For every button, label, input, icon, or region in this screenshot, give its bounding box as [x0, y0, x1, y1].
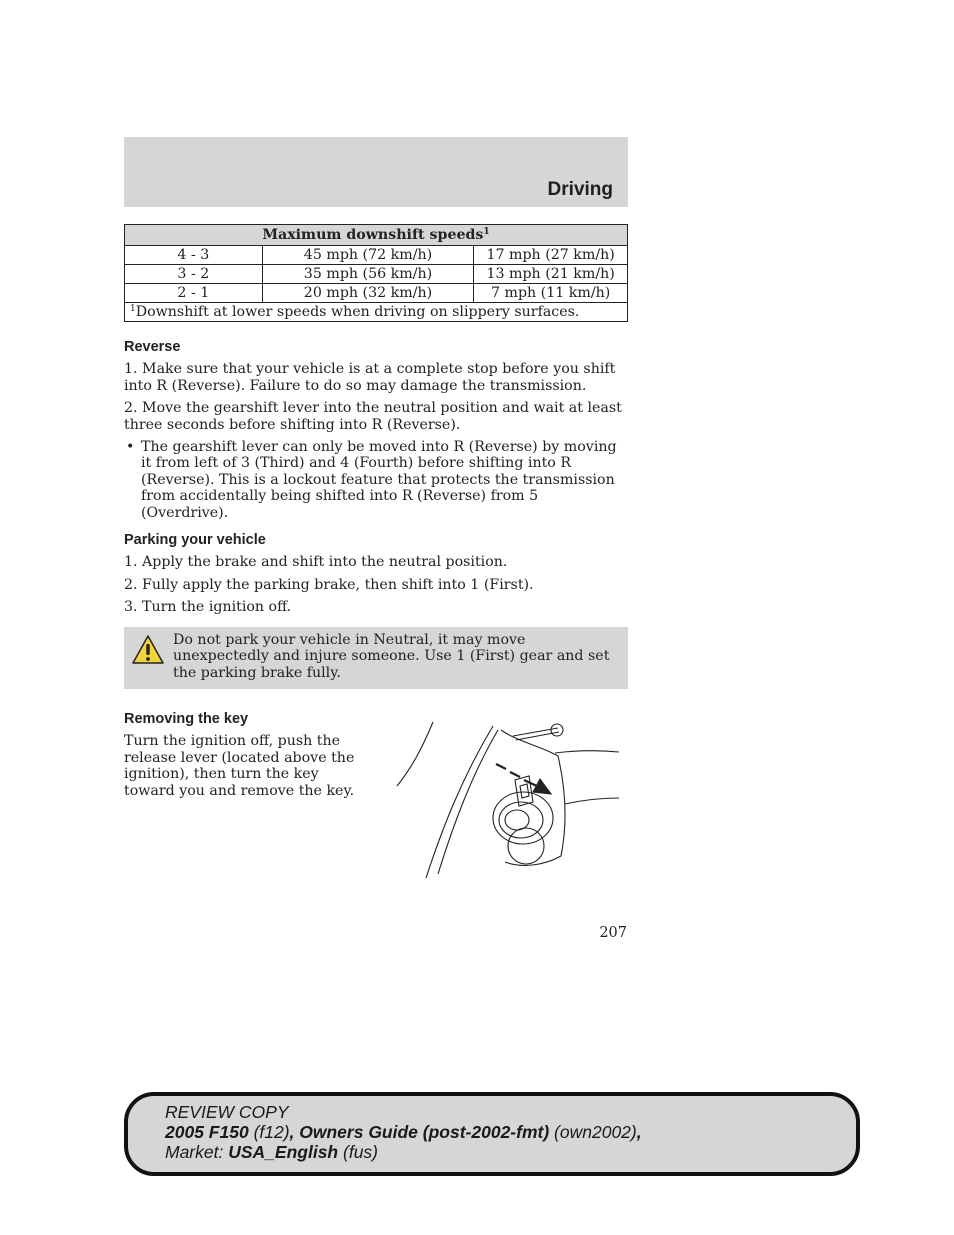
- downshift-speeds-table: [124, 224, 628, 322]
- gear-cell: 2 - 1: [125, 284, 263, 303]
- parking-step-1: 1. Apply the brake and shift into the neutral position.: [124, 554, 508, 571]
- review-copy-footer: [124, 1092, 860, 1176]
- table-header-row: [125, 225, 628, 246]
- parking-step-2: 2. Fully apply the parking brake, then shift into 1 (First).: [124, 576, 534, 593]
- warning-text: Do not park your vehicle in Neutral, it may move unexpectedly and injure someone. Use 1 (First) gear and set the parking brake fully.: [173, 631, 610, 681]
- gear-cell: 4 - 3: [125, 246, 263, 265]
- table-row: [125, 284, 628, 303]
- footer-text: [165, 1102, 642, 1162]
- footnote-marker: 1: [483, 227, 490, 237]
- table-footnote-row: [125, 303, 628, 322]
- removing-key-heading: Removing the key: [124, 710, 249, 727]
- section-title: Driving: [547, 179, 613, 200]
- gear-cell: 3 - 2: [125, 265, 263, 284]
- parking-step-3: 3. Turn the ignition off.: [124, 599, 292, 616]
- reverse-step-2: 2. Move the gearshift lever into the neutral position and wait at least three seconds before shifting into R (Reverse).: [124, 400, 622, 433]
- speed-slippery-cell: 13 mph (21 km/h): [474, 265, 628, 284]
- table-title: Maximum downshift speeds$^1$: [125, 225, 628, 246]
- footer-review-copy: REVIEW COPY: [165, 1102, 289, 1122]
- reverse-heading: Reverse: [124, 339, 181, 355]
- warning-triangle-icon: [131, 634, 165, 666]
- speed-slippery-cell: 17 mph (27 km/h): [474, 246, 628, 265]
- reverse-bullet: [124, 439, 628, 521]
- footer-guide-line: 2005 F150 (f12), Owners Guide (post-2002-fmt) (own2002),: [165, 1122, 642, 1142]
- table-row: [125, 265, 628, 284]
- speed-slippery-cell: 7 mph (11 km/h): [474, 284, 628, 303]
- reverse-step-1: 1. Make sure that your vehicle is at a complete stop before you shift into R (Reverse). Failure to do so may damage the transmission.: [124, 361, 616, 394]
- parking-heading: Parking your vehicle: [124, 532, 266, 549]
- speed-normal-cell: 45 mph (72 km/h): [262, 246, 474, 265]
- speed-normal-cell: 35 mph (56 km/h): [262, 265, 474, 284]
- section-header-band: [124, 137, 628, 207]
- table-row: [125, 246, 628, 265]
- footer-market-line: Market: USA_English (fus): [165, 1142, 378, 1162]
- table-footnote: $^1$Downshift at lower speeds when driving on slippery surfaces.: [125, 303, 628, 322]
- page-number: 207: [599, 925, 627, 941]
- removing-key-text: Turn the ignition off, push the release lever (located above the ignition), then turn the key toward you and remove the key.: [124, 733, 355, 799]
- speed-normal-cell: 20 mph (32 km/h): [262, 284, 474, 303]
- reverse-bullet-text: The gearshift lever can only be moved into R (Reverse) by moving it from left of 3 (Third) and 4 (Fourth) before shifting into R (Reverse). This is a lockout feature that protects the transmission from accidentally being shifted into R (Reverse) from 5 (Overdrive).: [141, 439, 617, 521]
- ignition-key-illustration: [393, 716, 625, 880]
- bullet-marker: •: [126, 439, 135, 456]
- warning-box: [124, 627, 628, 689]
